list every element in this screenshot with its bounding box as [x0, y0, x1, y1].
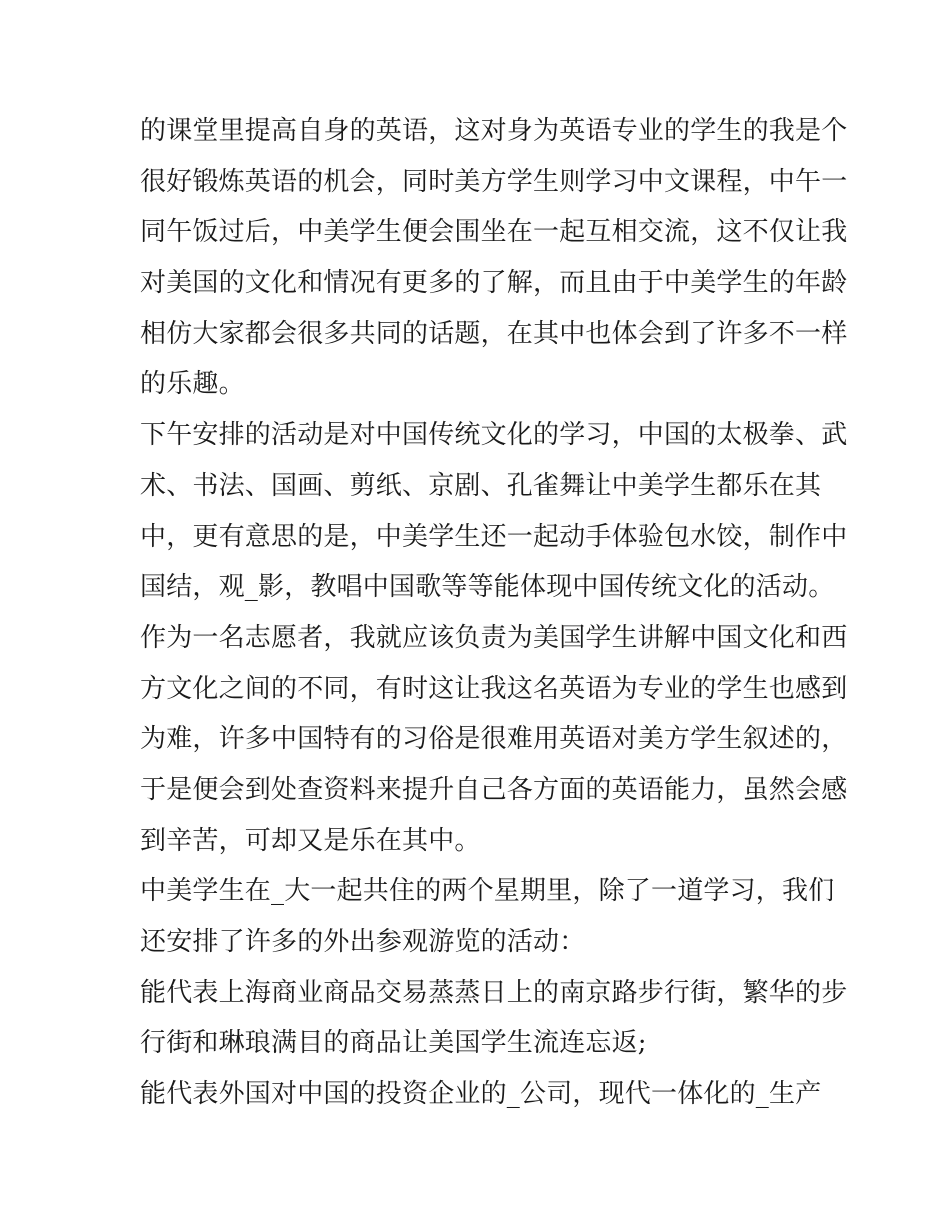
- document-body: [140, 106, 848, 1120]
- text-line: 能代表上海商业商品交易蒸蒸日上的南京路步行街，繁华的步: [140, 977, 848, 1008]
- text-line: 作为一名志愿者，我就应该负责为美国学生讲解中国文化和西: [140, 622, 848, 653]
- text-line: 对美国的文化和情况有更多的了解，而且由于中美学生的年龄: [140, 268, 848, 299]
- text-line: 还安排了许多的外出参观游览的活动：: [140, 927, 586, 957]
- text-line: 于是便会到处查资料来提升自己各方面的英语能力，虽然会感: [140, 774, 848, 805]
- text-line: 的乐趣。: [140, 369, 245, 400]
- text-line: 中，更有意思的是，中美学生还一起动手体验包水饺，制作中: [140, 521, 848, 552]
- text-line: 的课堂里提高自身的英语，这对身为英语专业的学生的我是个: [140, 116, 848, 146]
- text-line: 能代表外国对中国的投资企业的_公司，现代一体化的_生产: [140, 1079, 822, 1110]
- text-line: 国结，观_影，教唱中国歌等等能体现中国传统文化的活动。: [140, 572, 835, 603]
- text-line: 术、书法、国画、剪纸、京剧、孔雀舞让中美学生都乐在其: [140, 470, 822, 501]
- text-line: 很好锻炼英语的机会，同时美方学生则学习中文课程，中午一: [140, 166, 848, 197]
- text-line: 相仿大家都会很多共同的话题，在其中也体会到了许多不一样: [140, 318, 848, 349]
- text-line: 下午安排的活动是对中国传统文化的学习，中国的太极拳、武: [140, 420, 848, 451]
- text-line: 方文化之间的不同，有时这让我这名英语为专业的学生也感到: [140, 673, 848, 704]
- text-line: 行街和琳琅满目的商品让美国学生流连忘返;: [140, 1028, 647, 1059]
- text-line: 到辛苦，可却又是乐在其中。: [140, 825, 481, 856]
- text-line: 中美学生在_大一起共住的两个星期里，除了一道学习，我们: [140, 876, 835, 907]
- text-line: 为难，许多中国特有的习俗是很难用英语对美方学生叙述的，: [140, 724, 848, 755]
- text-line: 同午饭过后，中美学生便会围坐在一起互相交流，这不仅让我: [140, 217, 848, 248]
